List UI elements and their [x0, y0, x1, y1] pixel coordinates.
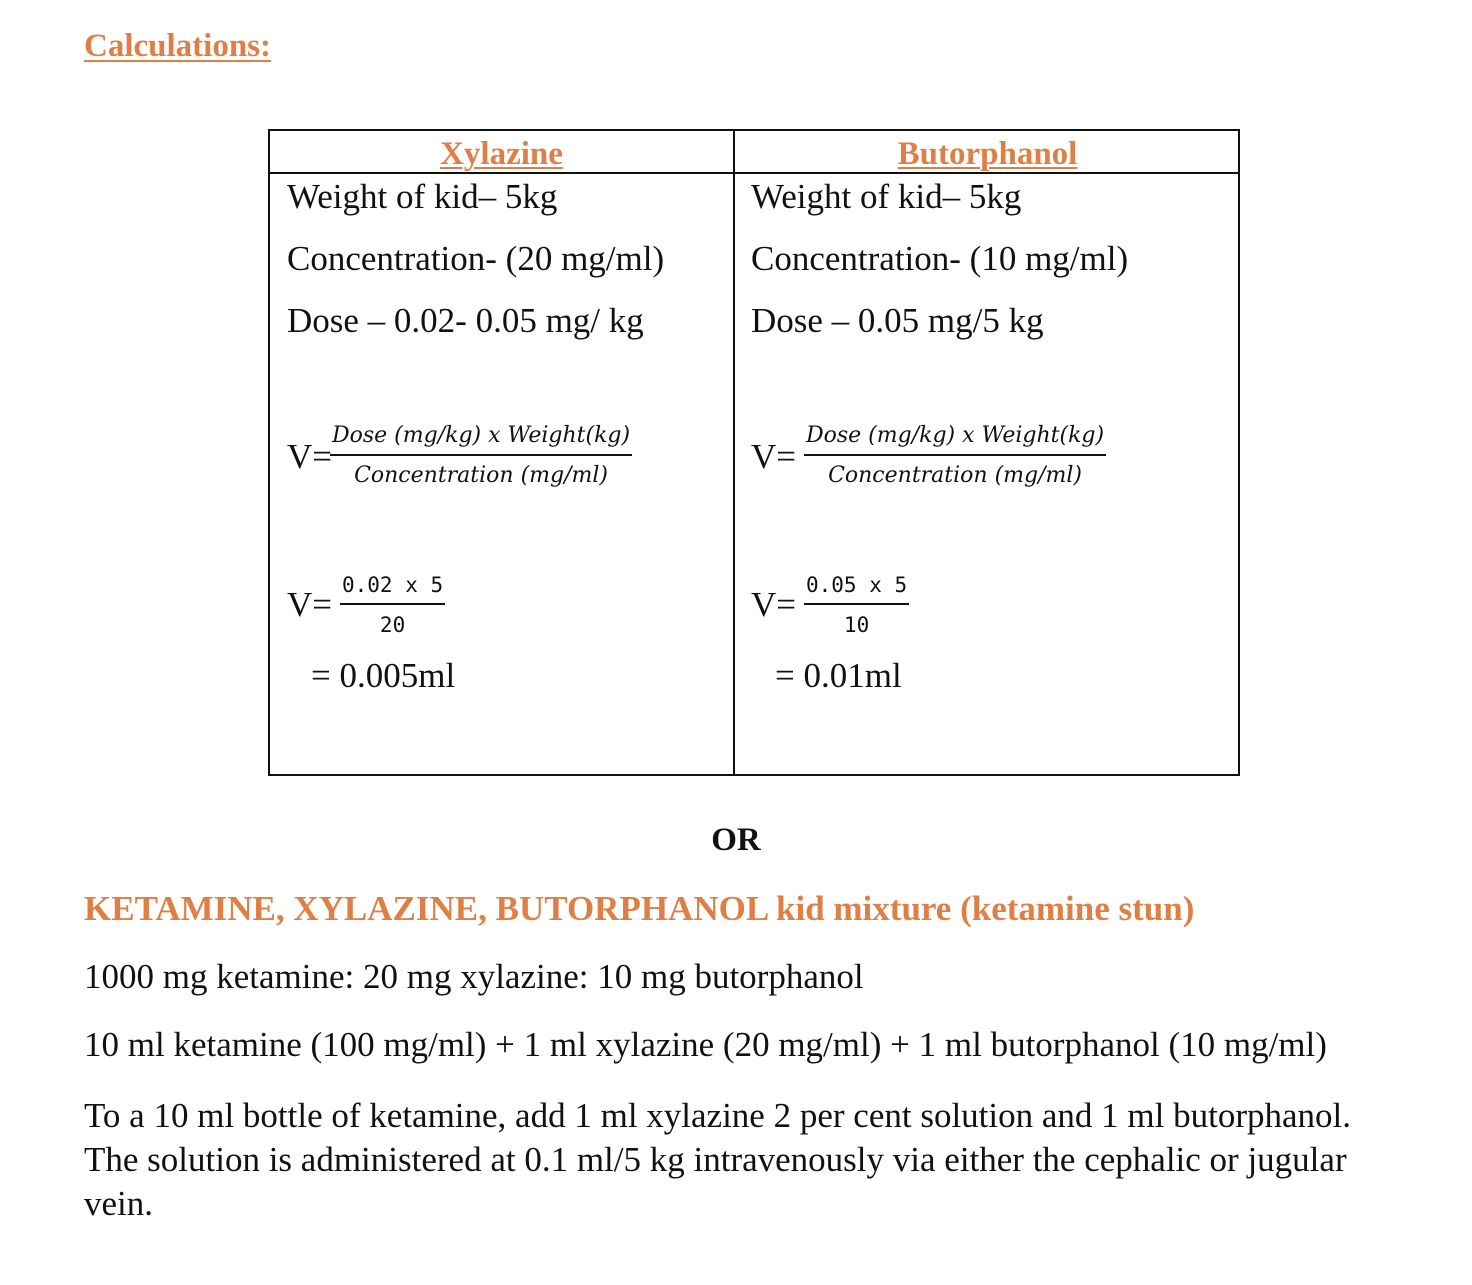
- butorphanol-formula-numerator: Dose (mg/kg) x Weight(kg): [804, 422, 1106, 456]
- butorphanol-concentration: Concentration- (10 mg/ml): [751, 239, 1129, 278]
- xylazine-concentration: Concentration- (20 mg/ml): [287, 239, 665, 278]
- butorphanol-calc-numerator: 0.05 x 5: [804, 571, 909, 605]
- butorphanol-weight: Weight of kid– 5kg: [751, 177, 1022, 216]
- xylazine-column-header: Xylazine: [440, 136, 563, 172]
- mixture-ratio: 1000 mg ketamine: 20 mg xylazine: 10 mg butorphanol: [84, 957, 864, 996]
- mixture-instructions: To a 10 ml bottle of ketamine, add 1 ml xylazine 2 per cent solution and 1 ml butorphanol. The solution is administered at 0.1 ml/5 kg intravenously via either the cephalic or jugular vein.: [84, 1096, 1351, 1223]
- butorphanol-formula-fraction: [804, 422, 1106, 490]
- xylazine-calc-fraction: [340, 571, 445, 639]
- xylazine-formula-denominator: Concentration (mg/ml): [354, 463, 608, 488]
- xylazine-weight: Weight of kid– 5kg: [287, 177, 558, 216]
- butorphanol-calc-denominator: 10: [843, 613, 870, 637]
- butorphanol-column-header: Butorphanol: [897, 136, 1078, 172]
- mixture-volumes: 10 ml ketamine (100 mg/ml) + 1 ml xylazine (20 mg/ml) + 1 ml butorphanol (10 mg/ml): [84, 1025, 1327, 1064]
- page-heading: Calculations:: [84, 28, 272, 64]
- xylazine-calc-prefix: V=: [287, 585, 333, 624]
- xylazine-formula-fraction: [330, 422, 632, 490]
- xylazine-calc-denominator: 20: [379, 613, 406, 637]
- xylazine-result: = 0.005ml: [311, 656, 456, 695]
- xylazine-formula-numerator: Dose (mg/kg) x Weight(kg): [330, 422, 632, 456]
- butorphanol-formula-prefix: V=: [751, 437, 797, 476]
- xylazine-formula-prefix: V=: [287, 437, 333, 476]
- mixture-title: KETAMINE, XYLAZINE, BUTORPHANOL kid mixture (ketamine stun): [84, 889, 1195, 928]
- butorphanol-result: = 0.01ml: [775, 656, 902, 695]
- xylazine-dose: Dose – 0.02- 0.05 mg/ kg: [287, 301, 644, 340]
- xylazine-calc-numerator: 0.02 x 5: [340, 571, 445, 605]
- butorphanol-formula-denominator: Concentration (mg/ml): [828, 463, 1082, 488]
- or-separator: OR: [711, 822, 761, 858]
- butorphanol-calc-fraction: [804, 571, 909, 639]
- column-divider: [733, 131, 735, 774]
- butorphanol-calc-prefix: V=: [751, 585, 797, 624]
- calculation-table: [268, 129, 1240, 776]
- butorphanol-dose: Dose – 0.05 mg/5 kg: [751, 301, 1044, 340]
